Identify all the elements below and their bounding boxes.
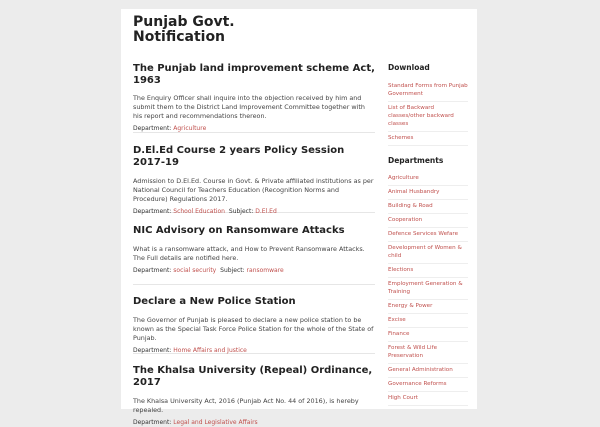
departments-list [388, 172, 468, 406]
department-label: Department: [133, 419, 172, 426]
department-item-label[interactable]: Forest & Wild Life Preservation [388, 345, 438, 359]
department-item-label[interactable]: Finance [388, 331, 410, 337]
subject-label: Subject: [228, 208, 254, 215]
department-label: Department: [133, 208, 172, 215]
department-item[interactable] [388, 214, 468, 228]
download-item-standard-forms[interactable] [388, 80, 468, 102]
department-item[interactable] [388, 378, 468, 392]
department-item-label[interactable]: Building & Road [388, 203, 433, 209]
post-meta [133, 267, 375, 275]
department-label: Department: [133, 125, 172, 132]
department-item[interactable] [388, 314, 468, 328]
posts-list [133, 63, 375, 426]
subject-link[interactable]: ransomware [246, 267, 284, 274]
post-excerpt: What is a ransomware attack, and How to Prevent Ransomware Attacks. The Full details are notified here. [133, 245, 365, 262]
department-item-label[interactable]: General Administration [388, 367, 453, 373]
department-item-label[interactable]: Defence Services Wefare [388, 231, 459, 237]
sidebar [388, 63, 468, 406]
department-item-label[interactable]: Elections [388, 267, 414, 273]
department-label: Department: [133, 267, 172, 274]
download-item-label[interactable]: List of Backward classes/other backward classes [388, 105, 454, 127]
download-widget-title: Download [388, 63, 430, 72]
post-excerpt: The Khalsa University Act, 2016 (Punjab Act No. 44 of 2016), is hereby repealed. [133, 397, 359, 414]
post-item [133, 296, 375, 354]
subject-link[interactable]: D.El.Ed [255, 208, 277, 215]
department-item[interactable] [388, 300, 468, 314]
post-title[interactable]: D.El.Ed Course 2 years Policy Session 2017-19 [133, 145, 345, 168]
department-label: Department: [133, 347, 172, 354]
departments-widget-title: Departments [388, 156, 444, 165]
subject-label: Subject: [220, 267, 245, 274]
page-card [121, 9, 477, 426]
department-item-label[interactable]: Energy & Power [388, 303, 433, 309]
department-item-label[interactable]: High Court [388, 395, 419, 401]
department-item-label[interactable]: Animal Husbandry [388, 189, 440, 195]
department-link[interactable]: social security [173, 267, 217, 274]
department-link[interactable]: School Education [173, 208, 225, 215]
post-title[interactable]: The Punjab land improvement scheme Act, 1963 [133, 63, 375, 86]
department-item-label[interactable]: Agriculture [388, 175, 419, 181]
department-item[interactable] [388, 342, 468, 364]
site-title[interactable] [133, 15, 273, 45]
department-item[interactable] [388, 242, 468, 264]
download-item-schemes[interactable] [388, 132, 468, 146]
department-item-label[interactable]: Development of Women & child [388, 245, 462, 259]
department-link[interactable]: Home Affairs and Justice [173, 347, 247, 354]
post-meta [133, 347, 375, 355]
download-list [388, 80, 468, 146]
department-item[interactable] [388, 278, 468, 300]
department-item[interactable] [388, 328, 468, 342]
department-item-label[interactable]: Excise [388, 317, 406, 323]
department-item[interactable] [388, 364, 468, 378]
post-title[interactable]: The Khalsa University (Repeal) Ordinance, 2017 [133, 365, 373, 388]
department-item-label[interactable]: Cooperation [388, 217, 423, 223]
site-title-line1[interactable]: Punjab Govt. [133, 14, 235, 30]
post-item [133, 63, 375, 133]
department-item[interactable] [388, 392, 468, 406]
site-title-line2[interactable]: Notification [133, 29, 226, 45]
department-item[interactable] [388, 264, 468, 278]
post-excerpt: The Governor of Punjab is pleased to declare a new police station to be known as the Special Task Force Police Station for the whole of the State of Punjab. [133, 316, 374, 342]
post-item [133, 365, 375, 426]
post-title[interactable]: NIC Advisory on Ransomware Attacks [133, 225, 345, 236]
download-item-label[interactable]: Schemes [388, 135, 414, 141]
department-item[interactable] [388, 172, 468, 186]
post-meta [133, 419, 375, 427]
department-item[interactable] [388, 186, 468, 200]
department-item-label[interactable]: Employment Generation & Training [388, 281, 463, 295]
department-item[interactable] [388, 200, 468, 214]
department-item-label[interactable]: Governance Reforms [388, 381, 447, 387]
post-title[interactable]: Declare a New Police Station [133, 296, 296, 307]
post-item [133, 225, 375, 285]
post-excerpt: The Enquiry Officer shall inquire into the objection received by him and submit them to the District Land Improvement Committee together with his report and recommendations thereon. [133, 94, 365, 120]
download-item-label[interactable]: Standard Forms from Punjab Government [388, 83, 468, 97]
post-item [133, 145, 375, 213]
post-meta [133, 208, 375, 216]
post-excerpt: Admission to D.El.Ed. Course in Govt. & Private affiliated institutions as per National Council for Teachers Education (Recognition Norms and Procedure) Regulations 2017. [133, 177, 374, 203]
department-item[interactable] [388, 228, 468, 242]
download-item-backward-classes[interactable] [388, 102, 468, 132]
post-meta [133, 125, 375, 133]
department-link[interactable]: Agriculture [173, 125, 207, 132]
department-link[interactable]: Legal and Legislative Affairs [173, 419, 258, 426]
